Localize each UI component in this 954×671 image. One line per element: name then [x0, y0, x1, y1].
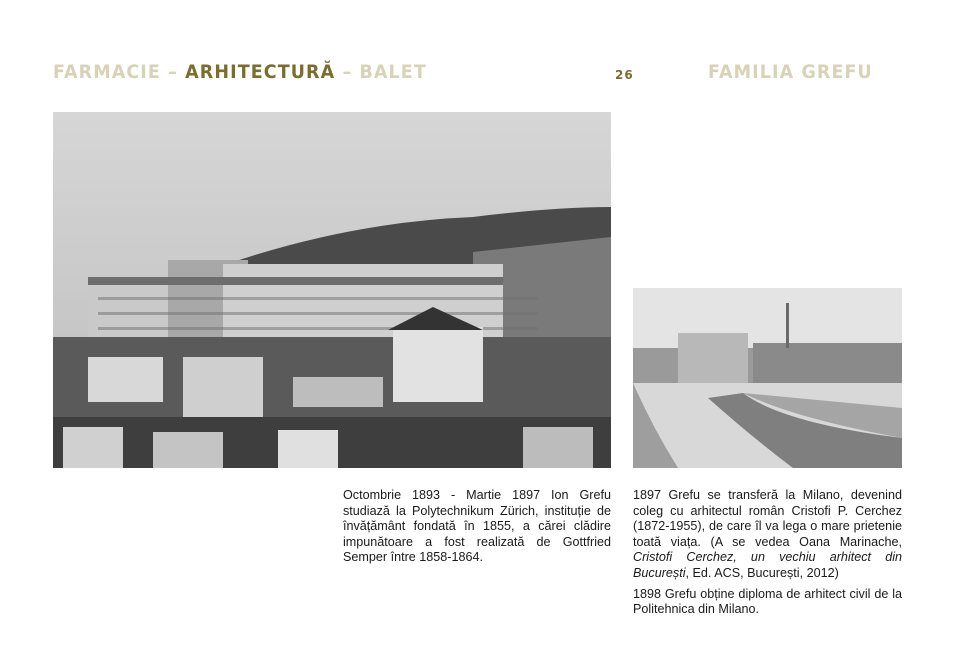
- section-title: [53, 60, 427, 84]
- caption-milano: [633, 488, 902, 623]
- page-number: 26: [615, 68, 634, 82]
- caption-zurich-text: Octombrie 1893 - Martie 1897 Ion Grefu studiază la Polytechnikum Zürich, instituție de învățământ fondată în 1855, a cărei clădire impunătoare a fost realizată de Gottfried Semper între 1858-1864.: [343, 488, 611, 565]
- section-title-farmacie: FARMACIE –: [53, 61, 186, 83]
- book-publisher: , Ed. ACS, București, 2012): [685, 565, 839, 580]
- section-title-arhitectura: ARHITECTURĂ: [185, 61, 336, 83]
- caption-milano-paragraph-1: [633, 488, 902, 582]
- section-title-balet: – BALET: [335, 61, 427, 83]
- photo-politecnico-milano: [633, 288, 902, 468]
- book-title: Cristofi Cerchez, un vechiu arhitect din București: [633, 550, 902, 580]
- chapter-title: FAMILIA GREFU: [708, 61, 873, 83]
- milano-text: 1897 Grefu se transferă la Milano, devenind coleg cu arhitectul român Cristofi P. Cerchez (1872-1955), de care îl va lega o mare prietenie toată viața. (A se vedea Oana Marinache,: [633, 488, 902, 549]
- caption-milano-paragraph-2: 1898 Grefu obține diploma de arhitect civil de la Politehnica din Milano.: [633, 586, 902, 617]
- caption-zurich: [343, 488, 611, 571]
- photo-polytechnikum-zurich: [53, 112, 611, 468]
